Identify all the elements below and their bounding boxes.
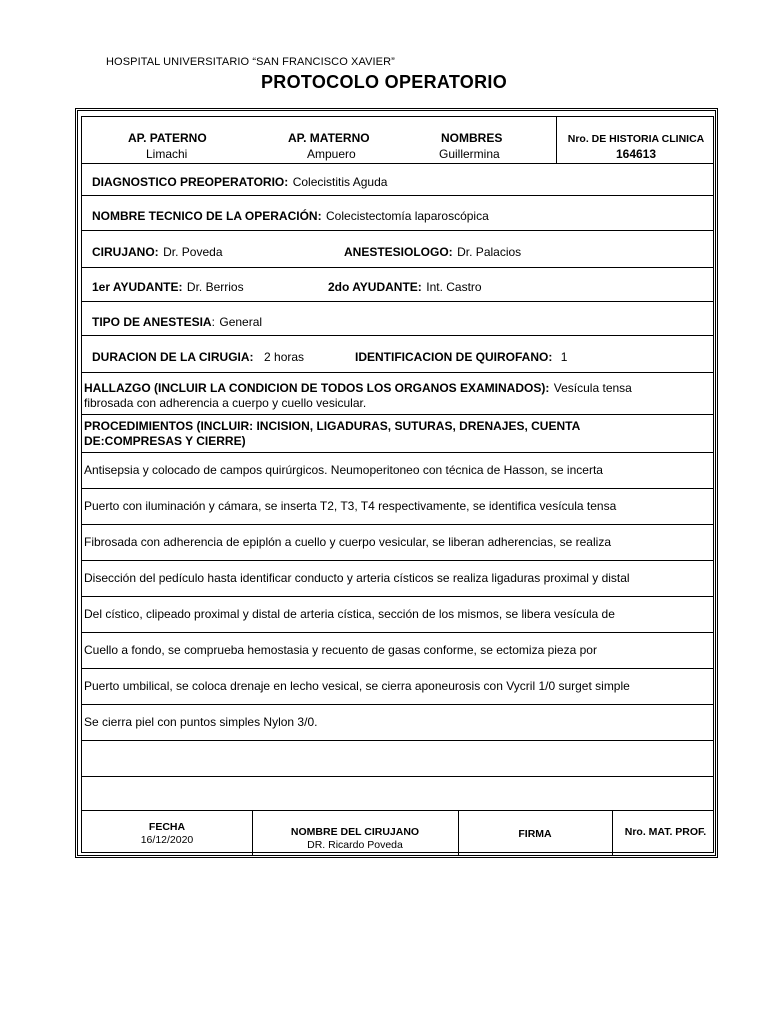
anestesia-value: General [219, 315, 263, 329]
procedure-line: Antisepsia y colocado de campos quirúrgicos. Neumoperitoneo con técnica de Hasson, se incerta [84, 463, 603, 477]
ayudante2-line [328, 278, 482, 296]
operacion-value: Colecistectomía laparoscópica [326, 209, 489, 223]
hallazgo-row [82, 372, 713, 415]
footer-row [82, 810, 713, 855]
procedure-line-row [82, 632, 713, 668]
procedure-line-row [82, 596, 713, 632]
ayudante1-label: 1er AYUDANTE: [92, 280, 183, 294]
firma-label: FIRMA [518, 828, 552, 840]
duracion-row [82, 335, 713, 373]
cirujano-value: Dr. Poveda [163, 245, 223, 259]
anestesia-label: TIPO DE ANESTESIA [92, 315, 212, 329]
hospital-name: HOSPITAL UNIVERSITARIO “SAN FRANCISCO XAVIER” [106, 56, 395, 68]
diagnostico-row [82, 163, 713, 196]
ayudantes-row [82, 267, 713, 302]
procedure-line: Cuello a fondo, se comprueba hemostasia y recuento de gasas conforme, se ectomiza pieza por [84, 643, 597, 657]
procedure-line: Del cístico, clipeado proximal y distal de arteria cística, sección de los mismos, se libera vesícula de [84, 607, 615, 621]
hallazgo-value-line1: Vesícula tensa [553, 381, 632, 395]
procedure-line-row [82, 488, 713, 524]
procedure-line-row [82, 524, 713, 560]
fecha-value: 16/12/2020 [140, 834, 194, 846]
procedure-line-row [82, 668, 713, 704]
hallazgo-value-line2: fibrosada con adherencia a cuerpo y cuello vesicular. [84, 396, 367, 410]
procedure-line: Fibrosada con adherencia de epiplón a cuello y cuerpo vesicular, se liberan adherencias, se realiza [84, 535, 611, 549]
historia-label: Nro. DE HISTORIA CLINICA [567, 133, 705, 145]
procedure-line-row [82, 560, 713, 596]
cirujano-footer-value: DR. Ricardo Poveda [307, 839, 403, 851]
anestesia-row [82, 301, 713, 336]
fecha-label: FECHA [148, 821, 186, 833]
cirujano-label: CIRUJANO: [92, 245, 159, 259]
ayudante2-label: 2do AYUDANTE: [328, 280, 422, 294]
procedimientos-label-line1: PROCEDIMIENTOS (INCLUIR: INCISION, LIGADURAS, SUTURAS, DRENAJES, CUENTA [84, 419, 581, 433]
anestesia-colon: : [211, 315, 215, 329]
diagnostico-value: Colecistitis Aguda [292, 175, 388, 189]
duracion-line [92, 348, 304, 366]
diagnostico-line [92, 173, 387, 191]
hallazgo-label: HALLAZGO (INCLUIR LA CONDICION DE TODOS LOS ORGANOS EXAMINADOS): [84, 381, 550, 395]
ayudante1-value: Dr. Berrios [186, 280, 244, 294]
ap-materno-value: Ampuero [307, 147, 356, 161]
quirofano-line [355, 348, 567, 366]
procedure-line-row [82, 452, 713, 488]
procedimientos-label-line2: DE:COMPRESAS Y CIERRE) [84, 434, 246, 448]
ap-materno-label: AP. MATERNO [288, 131, 370, 145]
nombres-value: Guillermina [439, 147, 500, 161]
ap-paterno-value: Limachi [146, 147, 188, 161]
operacion-row [82, 195, 713, 231]
procedure-line: Se cierra piel con puntos simples Nylon 3/0. [84, 715, 318, 729]
cirujano-footer-label: NOMBRE DEL CIRUJANO [290, 826, 420, 838]
diagnostico-label: DIAGNOSTICO PREOPERATORIO: [92, 175, 289, 189]
ayudante1-line [92, 278, 244, 296]
ap-paterno-label: AP. PATERNO [128, 131, 207, 145]
protocol-form [75, 108, 718, 858]
hallazgo-line1 [84, 379, 632, 397]
procedure-line-row [82, 776, 713, 812]
quirofano-value: 1 [560, 350, 568, 364]
procedimientos-header-row [82, 414, 713, 453]
procedure-line-row [82, 740, 713, 776]
ayudante2-value: Int. Castro [426, 280, 482, 294]
operacion-line [92, 207, 489, 225]
historia-value: 164613 [615, 147, 657, 161]
duracion-value: 2 horas [264, 350, 305, 364]
procedure-line: Disección del pedículo hasta identificar conducto y arteria císticos se realiza ligaduras proximal y distal [84, 571, 630, 585]
operacion-label: NOMBRE TECNICO DE LA OPERACIÓN: [92, 209, 322, 223]
anestesiologo-value: Dr. Palacios [457, 245, 522, 259]
page-title: PROTOCOLO OPERATORIO [260, 72, 508, 92]
duracion-label: DURACION DE LA CIRUGIA: [92, 350, 254, 364]
quirofano-label: IDENTIFICACION DE QUIROFANO: [355, 350, 553, 364]
patient-row [82, 116, 713, 164]
cirujano-row [82, 230, 713, 268]
procedure-line: Puerto con iluminación y cámara, se inserta T2, T3, T4 respectivamente, se identifica vesícula tensa [84, 499, 617, 513]
anestesia-line [92, 313, 262, 331]
anestesiologo-label: ANESTESIOLOGO: [344, 245, 453, 259]
procedure-line-row [82, 704, 713, 740]
cirujano-line [92, 243, 223, 261]
matricula-label: Nro. MAT. PROF. [624, 826, 707, 838]
anestesiologo-line [344, 243, 521, 261]
nombres-label: NOMBRES [441, 131, 503, 145]
procedure-line: Puerto umbilical, se coloca drenaje en lecho vesical, se cierra aponeurosis con Vycril 1/0 surget simple [84, 679, 630, 693]
